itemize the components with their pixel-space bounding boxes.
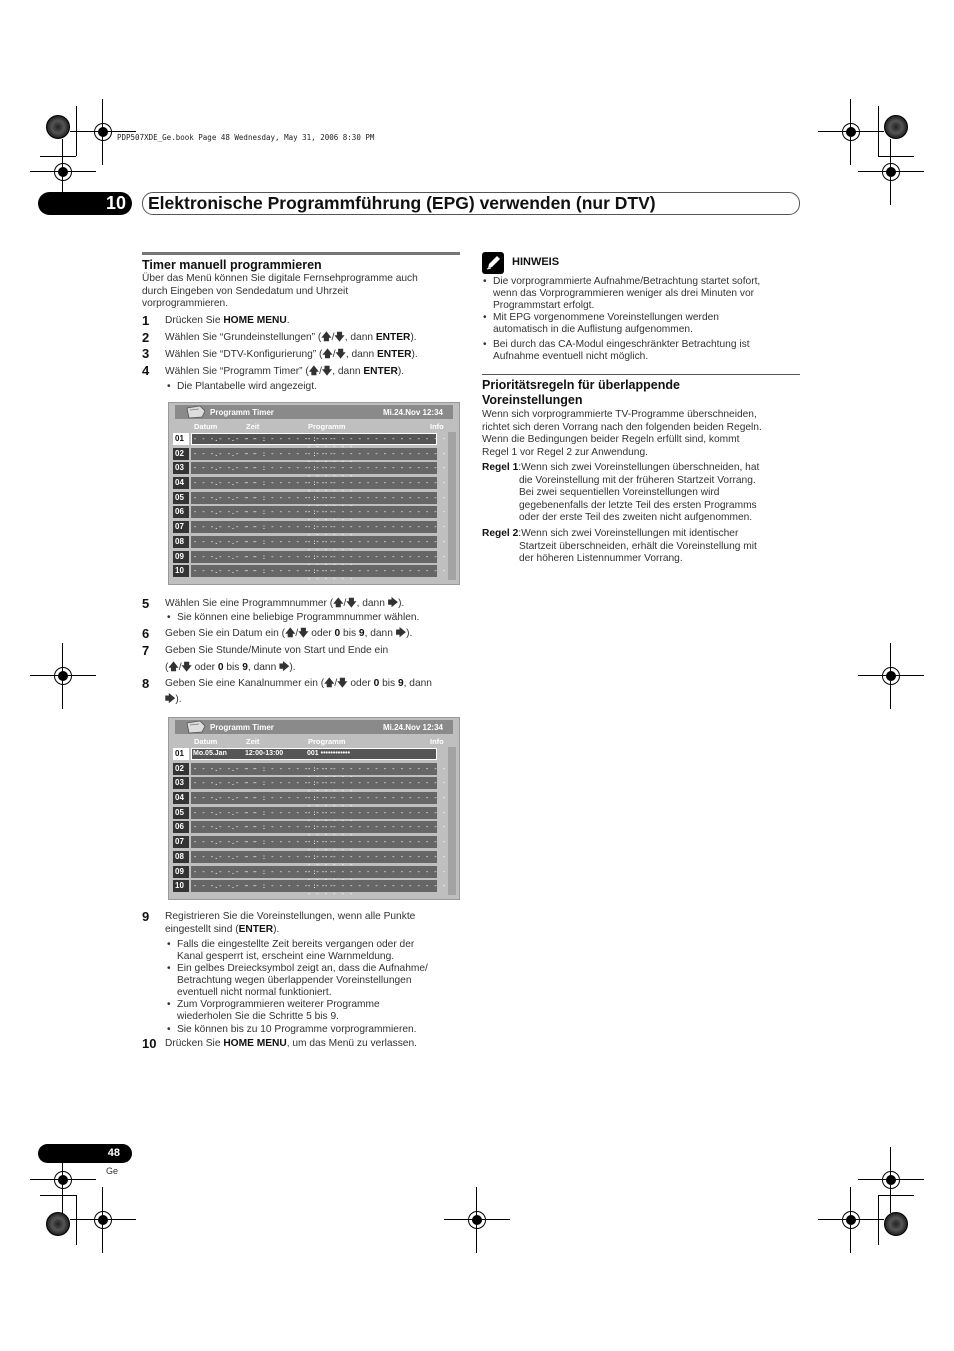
step-number: 10 [142, 1036, 157, 1051]
row-program: - - - - - - - - - - - - - - - - - [307, 479, 447, 488]
row-time: - - : - - - - - : - - [245, 479, 334, 488]
timer-row[interactable] [171, 747, 447, 762]
crosshair-mark [836, 1205, 866, 1235]
step-2: Wählen Sie “Grundeinstellungen” (🡅/🡇, dann ENTER). [165, 332, 417, 343]
row-number: 04 [173, 477, 189, 489]
language-code: Ge [106, 1166, 119, 1176]
up-arrow-icon: 🡅 [333, 598, 344, 609]
section-heading: Timer manuell programmieren [142, 258, 322, 272]
timer-icon [185, 720, 207, 734]
timer-row[interactable] [171, 820, 447, 835]
screen-header [175, 720, 453, 734]
crosshair-mark [876, 157, 906, 187]
row-time: - - : - - - - - : - - [245, 435, 334, 443]
note-item: • Bei durch das CA-Modul eingeschränkter Betrachtung ist Aufnahme eventuell nicht möglich. [493, 339, 750, 363]
row-date: - - -.- -.- - - [193, 523, 257, 532]
crosshair-mark [48, 1165, 78, 1195]
down-arrow-icon: 🡇 [181, 661, 192, 673]
registration-disc [884, 1212, 908, 1236]
timer-row[interactable] [171, 447, 447, 462]
step-5-note: • Sie können eine beliebige Programmnummer wählen. [177, 612, 419, 624]
timer-row[interactable] [171, 550, 447, 565]
row-program: - - - - - - - - - - - - - - - - - [307, 464, 447, 473]
down-arrow-icon: 🡇 [321, 366, 333, 377]
scrollbar [448, 747, 456, 895]
down-arrow-icon: 🡇 [298, 628, 309, 639]
row-time: - - : - - - - - : - - [245, 838, 334, 847]
up-arrow-icon: 🡅 [308, 366, 320, 377]
step-8: Geben Sie eine Kanalnummer ein (🡅/🡇 oder 0 bis 9, dann 🡆). [165, 678, 432, 705]
priority-text: Wenn sich vorprogrammierte TV-Programme überschneiden, richtet sich deren Vorrang nach den folgenden beiden Regeln. Wenn die Bedingungen beider Regeln erfüllt sind, kommt Regel 1 vor Regel 2 zur Anwendung. [482, 409, 762, 458]
screen-title: Programm Timer [210, 723, 274, 732]
step-9: Registrieren Sie die Voreinstellungen, wenn alle Punkte eingestellt sind (ENTER). [165, 911, 416, 935]
rule-2: Regel 2:Wenn sich zwei Voreinstellungen mit identischer Startzeit überschneiden, erhält die Voreinstellung mit der höheren Listennummer Vorrang. [482, 528, 757, 565]
note-item: • Mit EPG vorgenommene Voreinstellungen werden automatisch in die Auflistung aufgenommen. [493, 312, 719, 336]
timer-row[interactable] [171, 564, 447, 584]
row-program: - - - - - - - - - - - - - - - - - [307, 493, 447, 502]
down-arrow-icon: 🡇 [337, 678, 348, 689]
row-date: - - -.- -.- - - [193, 567, 257, 576]
row-number: 09 [173, 866, 189, 878]
row-number: 02 [173, 763, 189, 775]
timer-row[interactable] [171, 835, 447, 850]
step-4-note: • Die Plantabelle wird angezeigt. [177, 381, 317, 393]
registration-disc [884, 115, 908, 139]
row-date: - - -.- -.- - - [193, 867, 257, 876]
row-time: - - : - - - - - : - - [245, 882, 334, 891]
registration-disc [46, 1212, 70, 1236]
row-number: 07 [173, 836, 189, 848]
step-number: 7 [142, 643, 150, 658]
timer-row[interactable] [171, 879, 447, 899]
row-program: - - - - - - - - - - - - - - - - - [307, 794, 447, 803]
row-date: - - -.- -.- - - [193, 435, 257, 443]
right-arrow-icon: 🡆 [387, 598, 399, 609]
row-program: - - - - - - - - - - - - - - - - - - - - - - - [307, 882, 447, 899]
row-date: - - -.- -.- - - [193, 794, 257, 803]
col-datum: Datum [194, 737, 218, 746]
crosshair-mark [88, 117, 118, 147]
registration-disc [46, 115, 70, 139]
row-time: - - : - - - - - : - - [245, 852, 334, 861]
row-date: - - -.- -.- - - [193, 764, 257, 773]
timer-row[interactable] [171, 762, 447, 777]
screen-header [175, 405, 453, 419]
down-arrow-icon: 🡇 [346, 598, 357, 609]
row-program: - - - - - - - - - - - - - - - - - [307, 823, 447, 832]
row-number: 07 [173, 521, 189, 533]
step-7: Geben Sie Stunde/Minute von Start und Ende ein (🡅/🡇 oder 0 bis 9, dann 🡆). [165, 645, 389, 673]
timer-rows [171, 747, 447, 899]
step-6: Geben Sie ein Datum ein (🡅/🡇 oder 0 bis 9, dann 🡆). [165, 628, 413, 639]
timer-row[interactable] [171, 520, 447, 535]
crosshair-mark [48, 661, 78, 691]
timer-row[interactable] [171, 865, 447, 880]
row-number: 05 [173, 492, 189, 504]
step-9-note: • Ein gelbes Dreiecksymbol zeigt an, dass die Aufnahme/ Betrachtung wegen überlappender Voreinstellungen eventuell nicht normal funktioniert. [177, 963, 428, 999]
step-5: Wählen Sie eine Programmnummer (🡅/🡇, dann 🡆). [165, 598, 405, 609]
row-date: Mo.05.Jan [193, 750, 227, 757]
step-number: 2 [142, 330, 150, 345]
row-program: - - - - - - - - - - - - - - - - - [307, 523, 447, 532]
section-rule [142, 252, 460, 255]
right-arrow-icon: 🡆 [165, 693, 176, 705]
step-number: 3 [142, 346, 150, 361]
crosshair-mark [876, 661, 906, 691]
timer-row[interactable] [171, 491, 447, 506]
timer-rows [171, 432, 447, 584]
timer-row[interactable] [171, 461, 447, 476]
row-number: 06 [173, 821, 189, 833]
right-arrow-icon: 🡆 [395, 628, 407, 639]
row-number: 03 [173, 777, 189, 789]
programm-timer-screen-empty [168, 402, 460, 585]
row-program: - - - - - - - - - - - - - - - - - [307, 764, 447, 773]
note-item: • Die vorprogrammierte Aufnahme/Betrachtung startet sofort, wenn das Vorprogrammieren weniger als drei Minuten vor Programmstart erfolgt. [493, 276, 760, 312]
step-9-note: • Zum Vorprogrammieren weiterer Programme wiederholen Sie die Schritte 5 bis 9. [177, 999, 380, 1023]
row-time: - - : - - - - - : - - [245, 794, 334, 803]
row-number: 01 [173, 433, 189, 445]
right-arrow-icon: 🡆 [279, 661, 290, 673]
step-number: 4 [142, 363, 150, 378]
row-date: - - -.- -.- - - [193, 882, 257, 891]
timer-row[interactable] [171, 535, 447, 550]
step-9-note: • Sie können bis zu 10 Programme vorprogrammieren. [177, 1024, 417, 1036]
step-number: 5 [142, 596, 150, 611]
col-zeit: Zeit [246, 422, 260, 431]
up-arrow-icon: 🡅 [285, 628, 296, 639]
step-number: 9 [142, 909, 150, 924]
row-program: - - - - - - - - - - - - - - - - - [307, 449, 447, 458]
programm-timer-screen-filled [168, 717, 460, 900]
row-time: - - : - - - - - : - - [245, 567, 334, 576]
step-number: 1 [142, 313, 150, 328]
row-time: - - : - - - - - : - - [245, 764, 334, 773]
chapter-number: 10 [38, 192, 132, 215]
crosshair-mark [48, 157, 78, 187]
step-number: 8 [142, 676, 150, 691]
row-number: 10 [173, 565, 189, 577]
row-time: - - : - - - - - : - - [245, 779, 334, 788]
row-number: 10 [173, 880, 189, 892]
row-program: - - - - - - - - - - - - - - - - - [307, 508, 447, 517]
crosshair-mark [836, 117, 866, 147]
file-info-line: PDP507XDE_Ge.book Page 48 Wednesday, May 31, 2006 8:30 PM [117, 133, 375, 142]
row-program: - - - - - - - - - - - - - - - - - [307, 808, 447, 817]
rule-1: Regel 1:Wenn sich zwei Voreinstellungen überschneiden, hat die Voreinstellung mit der früheren Startzeit Vorrang. Bei zwei sequentiellen Voreinstellungen wird gegebenenfalls der letzte Teil des ersten Programms oder der erste Teil des zweiten nicht aufgenommen. [482, 462, 760, 524]
row-program: - - - - - - - - - - - - - - - - - [307, 552, 447, 561]
row-date: - - -.- -.- - - [193, 823, 257, 832]
row-program: 001 •••••••••••• [307, 750, 351, 757]
row-time: - - : - - - - - : - - [245, 823, 334, 832]
up-arrow-icon: 🡅 [321, 332, 332, 343]
page-number: 48 [38, 1144, 132, 1163]
row-number: 02 [173, 448, 189, 460]
row-number: 05 [173, 807, 189, 819]
row-date: - - -.- -.- - - [193, 479, 257, 488]
row-time: - - : - - - - - : - - [245, 552, 334, 561]
row-number: 03 [173, 462, 189, 474]
screen-date: Mi.24.Nov 12:34 [382, 408, 443, 417]
timer-icon [185, 405, 207, 419]
crosshair-mark [462, 1205, 492, 1235]
row-date: - - -.- -.- - - [193, 449, 257, 458]
row-program: - - - - - - - - - - - - - - - - - [307, 867, 447, 876]
up-arrow-icon: 🡅 [322, 349, 333, 360]
row-program: - - - - - - - - - - - - - - - - - [307, 435, 447, 443]
step-10: Drücken Sie HOME MENU, um das Menü zu verlassen. [165, 1038, 417, 1049]
step-3: Wählen Sie “DTV-Konfigurierung” (🡅/🡇, dann ENTER). [165, 349, 418, 360]
row-program: - - - - - - - - - - - - - - - - - [307, 852, 447, 861]
col-zeit: Zeit [246, 737, 260, 746]
col-programm: Programm [308, 737, 346, 746]
crosshair-mark [88, 1205, 118, 1235]
timer-row[interactable] [171, 791, 447, 806]
step-1: Drücken Sie HOME MENU. [165, 315, 290, 326]
row-time: - - : - - - - - : - - [245, 508, 334, 517]
row-number: 06 [173, 506, 189, 518]
row-date: - - -.- -.- - - [193, 537, 257, 546]
screen-title: Programm Timer [210, 408, 274, 417]
note-pencil-icon [482, 252, 504, 274]
row-time: - - : - - - - - : - - [245, 808, 334, 817]
col-datum: Datum [194, 422, 218, 431]
row-number: 08 [173, 851, 189, 863]
down-arrow-icon: 🡇 [335, 349, 346, 360]
row-date: - - -.- -.- - - [193, 852, 257, 861]
row-time: - - : - - - - - : - - [245, 464, 334, 473]
row-program: - - - - - - - - - - - - - - - - - [307, 537, 447, 546]
row-date: - - -.- -.- - - [193, 508, 257, 517]
screen-date: Mi.24.Nov 12:34 [382, 723, 443, 732]
step-number: 6 [142, 626, 150, 641]
row-date: - - -.- -.- - - [193, 838, 257, 847]
row-date: - - -.- -.- - - [193, 464, 257, 473]
row-program: - - - - - - - - - - - - - - - - - [307, 779, 447, 788]
timer-row[interactable] [171, 476, 447, 491]
row-time: - - : - - - - - : - - [245, 537, 334, 546]
row-program: - - - - - - - - - - - - - - - - - [307, 838, 447, 847]
row-number: 01 [173, 748, 189, 760]
col-programm: Programm [308, 422, 346, 431]
row-number: 09 [173, 551, 189, 563]
step-9-note: • Falls die eingestellte Zeit bereits vergangen oder der Kanal gesperrt ist, erscheint eine Warnmeldung. [177, 939, 414, 963]
row-time: - - : - - - - - : - - [245, 493, 334, 502]
row-time: 12:00-13:00 [245, 750, 284, 757]
scrollbar [448, 432, 456, 580]
timer-row[interactable] [171, 505, 447, 520]
row-date: - - -.- -.- - - [193, 493, 257, 502]
up-arrow-icon: 🡅 [324, 678, 335, 689]
col-info: Info [430, 737, 444, 746]
col-info: Info [430, 422, 444, 431]
timer-row[interactable] [171, 850, 447, 865]
hinweis-title: HINWEIS [512, 256, 560, 268]
crosshair-mark [876, 1165, 906, 1195]
row-date: - - -.- -.- - - [193, 552, 257, 561]
row-number: 04 [173, 792, 189, 804]
down-arrow-icon: 🡇 [334, 332, 345, 343]
row-time: - - : - - - - - : - - [245, 449, 334, 458]
row-number: 08 [173, 536, 189, 548]
step-4: Wählen Sie “Programm Timer” (🡅/🡇, dann ENTER). [165, 366, 405, 377]
row-date: - - -.- -.- - - [193, 779, 257, 788]
row-program: - - - - - - - - - - - - - - - - - - - - - - - [307, 567, 447, 584]
chapter-title: Elektronische Programmführung (EPG) verwenden (nur DTV) [148, 193, 656, 213]
intro-text: Über das Menü können Sie digitale Fernsehprogramme auch durch Eingeben von Sendedatum und Uhrzeit vorprogrammieren. [142, 273, 418, 310]
section-rule [482, 374, 800, 375]
row-date: - - -.- -.- - - [193, 808, 257, 817]
up-arrow-icon: 🡅 [168, 661, 179, 673]
timer-row[interactable] [171, 432, 447, 447]
row-time: - - : - - - - - : - - [245, 523, 334, 532]
priority-heading: Prioritätsregeln für überlappende Voreinstellungen [482, 378, 680, 407]
timer-row[interactable] [171, 806, 447, 821]
row-time: - - : - - - - - : - - [245, 867, 334, 876]
timer-row[interactable] [171, 776, 447, 791]
